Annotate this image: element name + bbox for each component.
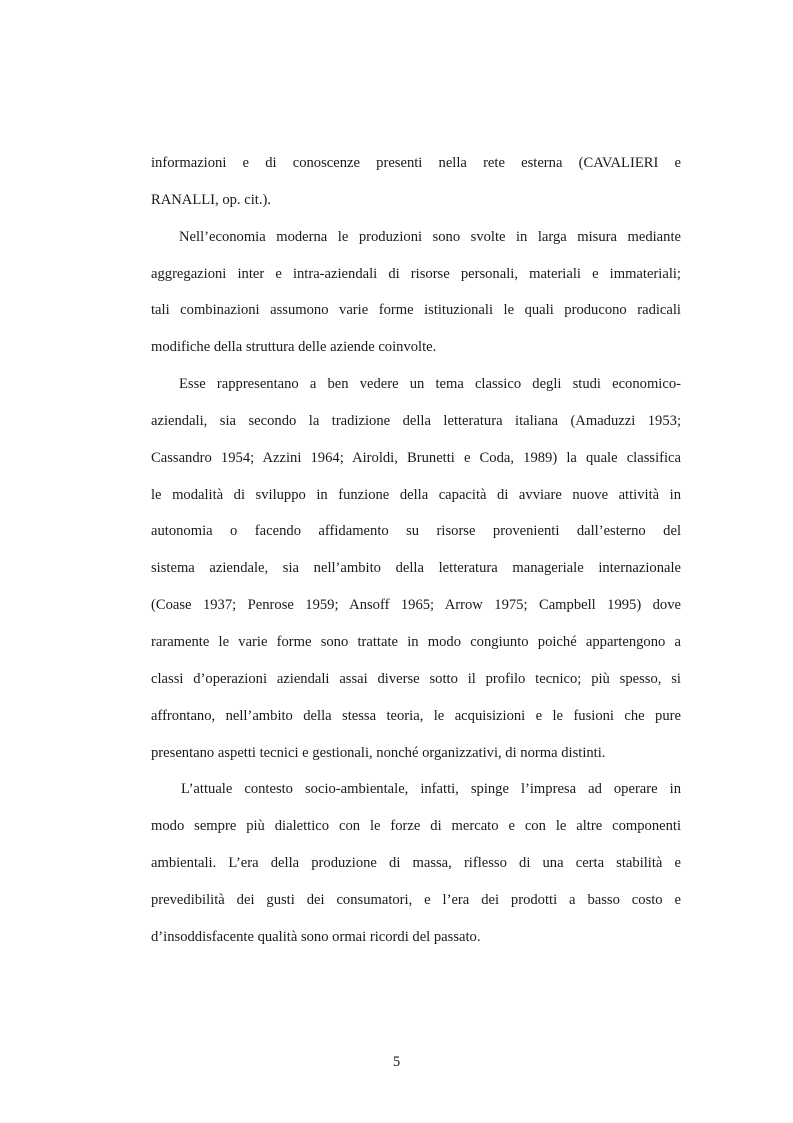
text-line: prevedibilità dei gusti dei consumatori, e l’era dei prodotti a basso costo e [151, 891, 681, 908]
text-line: modifiche della struttura delle aziende coinvolte. [151, 339, 437, 356]
text-line: tali combinazioni assumono varie forme istituzionali le quali producono radicali [151, 302, 681, 319]
text-line: affrontano, nell’ambito della stessa teoria, le acquisizioni e le fusioni che pure [151, 707, 681, 724]
paragraph-continuation [151, 145, 681, 219]
paragraph-tema-classico [151, 366, 681, 771]
text-line: le modalità di sviluppo in funzione della capacità di avviare nuove attività in [151, 486, 681, 503]
paragraph-economia-moderna [151, 219, 681, 366]
text-line: aggregazioni inter e intra-aziendali di risorse personali, materiali e immateriali; [151, 265, 681, 282]
text-line: raramente le varie forme sono trattate in modo congiunto poiché appartengono a [151, 633, 681, 650]
text-line: classi d’operazioni aziendali assai diverse sotto il profilo tecnico; più spesso, si [151, 670, 681, 687]
text-line: informazioni e di conoscenze presenti nella rete esterna (CAVALIERI e [151, 155, 681, 171]
paragraph-contesto-socio-ambientale [151, 771, 681, 955]
text-line: presentano aspetti tecnici e gestionali, nonché organizzativi, di norma distinti. [151, 744, 606, 761]
text-line: (Coase 1937; Penrose 1959; Ansoff 1965; Arrow 1975; Campbell 1995) dove [151, 597, 681, 614]
text-line: Esse rappresentano a ben vedere un tema classico degli studi economico- [179, 376, 681, 393]
text-line: RANALLI, op. cit.). [151, 191, 271, 208]
text-line: ambientali. L’era della produzione di massa, riflesso di una certa stabilità e [151, 855, 681, 872]
text-line: Cassandro 1954; Azzini 1964; Airoldi, Brunetti e Coda, 1989) la quale classifica [151, 449, 681, 466]
text-line: Nell’economia moderna le produzioni sono svolte in larga misura mediante [179, 228, 681, 245]
text-line: modo sempre più dialettico con le forze di mercato e con le altre componenti [151, 818, 681, 835]
page-body [151, 145, 681, 956]
page-number: 5 [392, 1054, 401, 1070]
text-line: aziendali, sia secondo la tradizione della letteratura italiana (Amaduzzi 1953; [151, 412, 681, 429]
text-line: sistema aziendale, sia nell’ambito della letteratura manageriale internazionale [151, 560, 681, 577]
text-line: autonomia o facendo affidamento su risorse provenienti dall’esterno del [151, 523, 681, 540]
text-line: L’attuale contesto socio-ambientale, infatti, spinge l’impresa ad operare in [181, 781, 681, 798]
text-line: d’insoddisfacente qualità sono ormai ricordi del passato. [151, 928, 481, 945]
